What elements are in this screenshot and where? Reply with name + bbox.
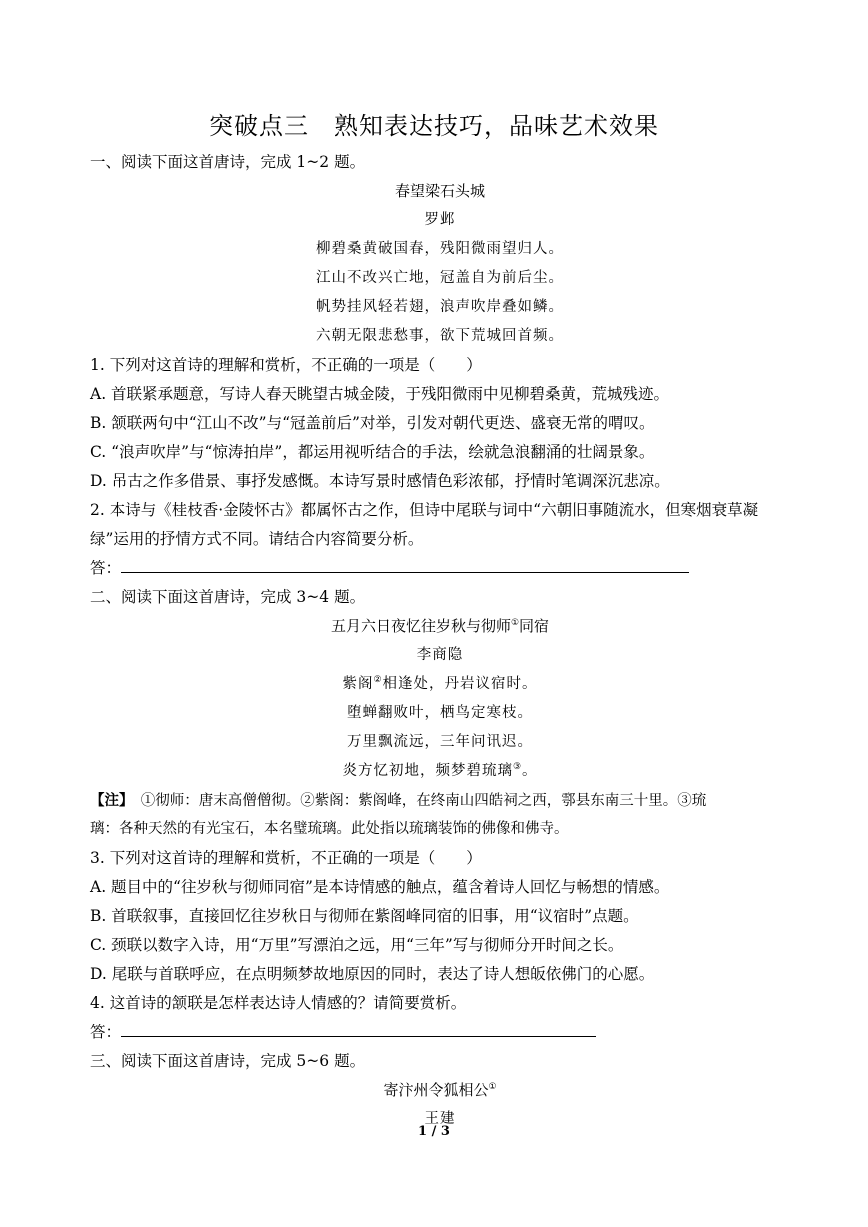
- section-heading: 一、阅读下面这首唐诗，完成 1~2 题。: [90, 153, 366, 171]
- poem-title-text: 寄汴州令狐相公: [383, 1081, 489, 1099]
- option-b: B. 首联叙事，直接回忆往岁秋日与彻师在紫阁峰同宿的旧事，用“议宿时”点题。: [90, 907, 639, 925]
- page-title: 突破点三 熟知表达技巧，品味艺术效果: [209, 112, 659, 140]
- answer-label: 答：: [90, 1023, 122, 1041]
- option-d: D. 尾联与首联呼应，在点明频梦故地原因的同时，表达了诗人想皈依佛门的心愿。: [90, 965, 655, 983]
- poem-line: 柳碧桑黄破国春，残阳微雨望归人。: [316, 241, 564, 257]
- question-4: 4. 这首诗的颔联是怎样表达诗人情感的？请简要赏析。: [90, 994, 467, 1012]
- answer-row: [90, 554, 790, 583]
- section-heading: 三、阅读下面这首唐诗，完成 5~6 题。: [90, 1052, 366, 1070]
- option-b: B. 颔联两句中“江山不改”与“冠盖前后”对举，引发对朝代更迭、盛衰无常的喟叹。: [90, 414, 655, 432]
- note-text: ①彻师：唐末高僧僧彻。②紫阁：紫阁峰，在终南山四皓祠之西，鄠县东南三十里。③琉: [140, 793, 707, 809]
- poem-title-text: 五月六日夜忆往岁秋与彻师: [330, 617, 511, 635]
- note-line: [90, 786, 790, 815]
- answer-blank[interactable]: [121, 556, 689, 573]
- poem-author: 罗邺: [424, 212, 456, 228]
- poem-title: 春望梁石头城: [394, 182, 485, 200]
- answer-row: [90, 1018, 790, 1047]
- poem-author: 李商隐: [416, 647, 464, 663]
- option-d: D. 吊古之作多借景、事抒发感慨。本诗写景时感情色彩浓郁，抒情时笔调深沉悲凉。: [90, 472, 670, 490]
- poem-text: 紫阁: [342, 676, 374, 692]
- question-1: 1. 下列对这首诗的理解和赏析，不正确的一项是（ ）: [90, 356, 482, 374]
- footnote-marker: ③: [512, 762, 523, 773]
- option-a: A. 首联紧承题意，写诗人春天眺望古城金陵，于残阳微雨中见柳碧桑黄，荒城残迹。: [90, 385, 670, 403]
- poem-text: 炎方忆初地，频梦碧琉璃: [342, 763, 513, 779]
- poem-line: [90, 670, 790, 699]
- page-number: 1 / 3: [418, 1124, 450, 1139]
- section-heading: 二、阅读下面这首唐诗，完成 3~4 题。: [90, 588, 366, 606]
- document-body: [90, 148, 790, 1134]
- poem-text: 。: [522, 763, 538, 779]
- poem-title: [90, 612, 790, 641]
- option-a: A. 题目中的“往岁秋与彻师同宿”是本诗情感的触点，蕴含着诗人回忆与畅想的情感。: [90, 878, 670, 896]
- poem-title-text: 同宿: [519, 617, 550, 635]
- answer-label: 答：: [90, 559, 122, 577]
- poem-title: [90, 1076, 790, 1105]
- footnote-marker: ②: [373, 675, 383, 686]
- poem-line: 六朝无限悲愁事，欲下荒城回首频。: [316, 328, 564, 344]
- answer-blank[interactable]: [121, 1020, 596, 1037]
- poem-line: 万里飘流远，三年问讯迟。: [347, 734, 533, 750]
- poem-line: 堕蝉翻败叶，栖鸟定寒枝。: [347, 705, 533, 721]
- footnote-marker: ①: [510, 618, 520, 628]
- question-3: 3. 下列对这首诗的理解和赏析，不正确的一项是（ ）: [90, 849, 482, 867]
- note-label: 【注】: [90, 792, 127, 809]
- footnote-marker: ①: [488, 1082, 497, 1092]
- poem-line: 江山不改兴亡地，冠盖自为前后尘。: [316, 270, 564, 286]
- poem-author: 王建: [424, 1111, 456, 1127]
- option-c: C. 颈联以数字入诗，用“万里”写漂泊之远，用“三年”写与彻师分开时间之长。: [90, 936, 624, 954]
- question-2: 2. 本诗与《桂枝香·金陵怀古》都属怀古之作，但诗中尾联与词中“六朝旧事随流水，但寒烟衰草凝绿”运用的抒情方式不同。请结合内容简要分析。: [90, 501, 759, 548]
- poem-line: [90, 757, 790, 786]
- poem-text: 相逢处，丹岩议宿时。: [382, 676, 538, 692]
- poem-line: 帆势挂风轻若翅，浪声吹岸叠如鳞。: [316, 299, 564, 315]
- option-c: C. “浪声吹岸”与“惊涛拍岸”，都运用视听结合的手法，绘就急浪翻涌的壮阔景象。: [90, 443, 655, 461]
- note-line: 璃：各种天然的有光宝石，本名璧琉璃。此处指以琉璃装饰的佛像和佛寺。: [90, 821, 569, 837]
